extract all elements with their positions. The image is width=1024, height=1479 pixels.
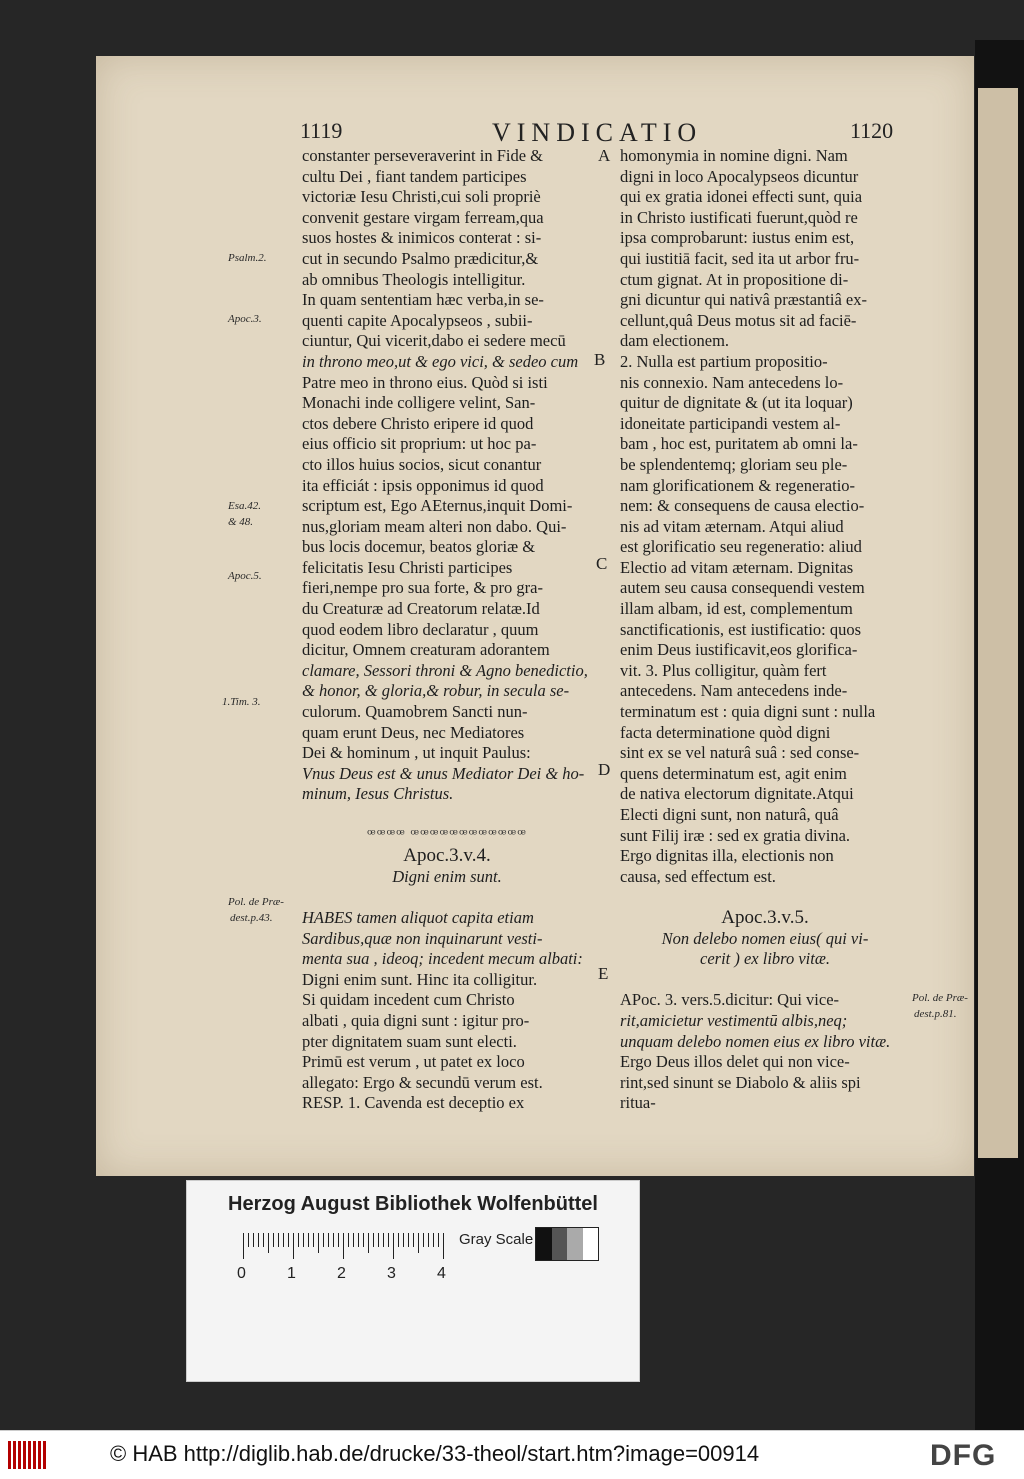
text-line: cellunt,quâ Deus motus sit ad faciē-: [620, 310, 857, 330]
text-line: gni dicuntur qui nativâ præstantiâ ex-: [620, 290, 867, 310]
ruler-tick: [423, 1233, 424, 1247]
ruler-tick: [403, 1233, 404, 1247]
ruler-tick: [428, 1233, 429, 1247]
text-line: ritua-: [620, 1093, 656, 1113]
ruler-tick: [318, 1233, 319, 1253]
text-line: Dei & hominum , ut inquit Paulus:: [302, 743, 531, 763]
text-line: quitur de dignitate & (ut ita loquar): [620, 393, 853, 413]
ruler-tick: [363, 1233, 364, 1247]
text-line: Sardibus,quæ non inquinarunt vesti-: [302, 928, 543, 948]
section-letter: D: [598, 760, 611, 779]
text-line: Electio ad vitam æternam. Dignitas: [620, 557, 854, 577]
text-line: Patre meo in throno eius. Quòd si isti: [302, 372, 548, 392]
text-line: ꟹꟹꟹꟹ ꟹꟹꟹꟹꟹꟹꟹꟹꟹꟹꟹꟹ: [367, 827, 527, 843]
logo-stripe: [13, 1441, 16, 1469]
margin-note: Pol. de Præ-: [228, 896, 284, 908]
ruler-tick: [273, 1233, 274, 1247]
logo-stripe: [28, 1441, 31, 1469]
text-line: rint,sed sinunt se Diabolo & aliis spi: [620, 1072, 861, 1092]
ruler-tick: [358, 1233, 359, 1247]
text-line: fieri,nempe pro sua forte, & pro gra-: [302, 578, 543, 598]
ruler-tick: [378, 1233, 379, 1247]
ruler-tick: [308, 1233, 309, 1247]
margin-note: dest.p.81.: [914, 1008, 957, 1020]
text-line: Si quidam incedent cum Christo: [302, 990, 515, 1010]
text-line: APoc. 3. vers.5.dicitur: Qui vice-: [620, 990, 840, 1010]
text-line: quam erunt Deus, nec Mediatores: [302, 722, 525, 742]
logo-stripe: [33, 1441, 36, 1469]
text-line: quens determinatum est, agit enim: [620, 763, 847, 783]
ruler-tick: [243, 1233, 244, 1259]
text-line: suos hostes & inimicos conterat : si-: [302, 228, 542, 248]
text-line: bam , hoc est, puritatem ab omni la-: [620, 434, 858, 454]
text-line: unquam delebo nomen eius ex libro vitæ.: [620, 1031, 891, 1051]
ruler-tick: [333, 1233, 334, 1247]
ruler-tick: [353, 1233, 354, 1247]
ruler-tick: [368, 1233, 369, 1253]
text-line: Primū est verum , ut patet ex loco: [302, 1052, 525, 1072]
ruler-tick: [438, 1233, 439, 1247]
text-line: cto illos huius socios, sicut conantur: [302, 454, 542, 474]
text-line: autem seu causa consequendi vestem: [620, 578, 865, 598]
text-line: qui iustitiā facit, sed ita ut arbor fru-: [620, 248, 860, 268]
margin-note: Apoc.3.: [228, 313, 262, 325]
text-line: culorum. Quamobrem Sancti nun-: [302, 702, 528, 722]
text-line: [302, 887, 592, 908]
text-line: pter dignitatem suam sunt electi.: [302, 1031, 517, 1051]
margin-note: 1.Tim. 3.: [222, 696, 261, 708]
text-line: sanctificationis, est iustificatio: quos: [620, 619, 862, 639]
ruler-tick: [383, 1233, 384, 1247]
text-line: nus,gloriam meam alteri non dabo. Qui-: [302, 516, 567, 536]
copyright-url[interactable]: © HAB http://diglib.hab.de/drucke/33-theol/start.htm?image=00914: [110, 1441, 760, 1466]
text-line: ipsa comprobarunt: iustus enim est,: [620, 228, 855, 248]
section-letter: B: [594, 350, 606, 369]
ruler-tick: [288, 1233, 289, 1247]
ruler-tick: [398, 1233, 399, 1247]
adjacent-page-edge: [978, 88, 1018, 1158]
text-line: ctum gignat. At in propositione di-: [620, 269, 849, 289]
margin-note: Pol. de Præ-: [912, 992, 968, 1004]
ruler-tick: [278, 1233, 279, 1247]
section-letter: E: [598, 964, 609, 983]
text-line: cultu Dei , fiant tandem participes: [302, 166, 527, 186]
text-line: idoneitate participandi vestem al-: [620, 413, 841, 433]
text-line: & honor, & gloria,& robur, in secula se-: [302, 681, 570, 701]
text-line: [302, 805, 592, 826]
ruler-number: 1: [287, 1265, 296, 1282]
text-line: facta determinatione quòd digni: [620, 722, 831, 742]
ruler-tick: [263, 1233, 264, 1247]
text-line: sint ex se vel naturâ suâ : sed conse-: [620, 743, 860, 763]
scale-ruler: [243, 1233, 443, 1259]
margin-note: Esa.42.: [228, 500, 261, 512]
text-line: cerit ) ex libro vitæ.: [700, 949, 830, 969]
text-line: menta sua , ideoq; incedent mecum albati:: [302, 949, 583, 969]
ruler-number: 2: [337, 1265, 346, 1282]
ruler-numbers: [237, 1265, 457, 1287]
text-line: Digni enim sunt. Hinc ita colligitur.: [302, 969, 538, 989]
margin-note: Apoc.5.: [228, 570, 262, 582]
text-line: Non delebo nomen eius( qui vi-: [661, 928, 869, 948]
text-line: homonymia in nomine digni. Nam: [620, 146, 848, 165]
ruler-tick: [338, 1233, 339, 1247]
text-line: Apoc.3.v.5.: [721, 907, 809, 928]
ruler-tick: [268, 1233, 269, 1253]
text-line: ita efficiát : ipsis opponimus id quod: [302, 475, 544, 495]
logo-stripe: [8, 1441, 11, 1469]
ruler-tick: [348, 1233, 349, 1247]
ruler-tick: [248, 1233, 249, 1247]
right-text-column: [620, 146, 910, 1114]
ruler-number: 4: [437, 1265, 446, 1282]
color-target-card: [186, 1180, 640, 1382]
gray-scale-bar: [535, 1227, 599, 1261]
text-line: constanter perseveraverint in Fide &: [302, 146, 543, 165]
ruler-tick: [293, 1233, 294, 1259]
margin-note: Psalm.2.: [228, 252, 267, 264]
margin-note: & 48.: [228, 516, 254, 528]
text-line: Ergo dignitas illa, electionis non: [620, 846, 834, 866]
text-line: Ergo Deus illos delet qui non vice-: [620, 1052, 850, 1072]
text-line: vit. 3. Plus colligitur, quàm fert: [620, 660, 827, 680]
ruler-tick: [313, 1233, 314, 1247]
text-line: clamare, Sessori throni & Agno benedictio,: [302, 660, 588, 680]
text-line: In quam sententiam hæc verba,in se-: [302, 290, 544, 310]
text-line: allegato: Ergo & secundū verum est.: [302, 1072, 543, 1092]
ruler-tick: [388, 1233, 389, 1247]
text-line: causa, sed effectum est.: [620, 866, 776, 886]
section-letter: A: [598, 146, 611, 165]
ruler-number: 3: [387, 1265, 396, 1282]
text-line: bus locis docemur, beatos gloriæ &: [302, 537, 536, 557]
text-line: nam glorificationem & regeneratio-: [620, 475, 856, 495]
text-line: illam albam, id est, complementum: [620, 599, 853, 619]
hab-logo-icon: [8, 1441, 46, 1469]
text-line: eius officio sit proprium: ut hoc pa-: [302, 434, 537, 454]
text-line: digni in loco Apocalypseos dicuntur: [620, 166, 859, 186]
text-line: ciuntur, Qui vicerit,dabo ei sedere mecū: [302, 331, 566, 351]
text-line: in Christo iustificati fuerunt,quòd re: [620, 207, 858, 227]
ruler-tick: [258, 1233, 259, 1247]
text-line: qui ex gratia idonei effecti sunt, quia: [620, 187, 863, 207]
text-line: nis ad vitam æternam. Atqui aliud: [620, 516, 844, 536]
text-line: scriptum est, Ego AEternus,inquit Domi-: [302, 496, 573, 516]
footer-bar: [0, 1430, 1024, 1479]
text-line: est glorificatio seu regeneratio: aliud: [620, 537, 862, 557]
text-line: be splendentemq; gloriam seu ple-: [620, 454, 848, 474]
ruler-tick: [373, 1233, 374, 1247]
text-line: Digni enim sunt.: [392, 866, 502, 886]
text-line: HABES tamen aliquot capita etiam: [302, 907, 534, 927]
ruler-tick: [343, 1233, 344, 1259]
ruler-tick: [418, 1233, 419, 1253]
text-line: dicitur, Omnem creaturam adorantem: [302, 640, 550, 660]
text-line: RESP. 1. Cavenda est deceptio ex: [302, 1093, 525, 1113]
text-line: albati , quia digni sunt : igitur pro-: [302, 1010, 530, 1030]
text-line: cut in secundo Psalmo prædicitur,&: [302, 248, 539, 268]
text-line: Apoc.3.v.4.: [403, 846, 491, 867]
text-line: nem: & consequens de causa electio-: [620, 496, 865, 516]
ruler-tick: [413, 1233, 414, 1247]
section-letter: C: [596, 554, 608, 573]
ruler-tick: [393, 1233, 394, 1259]
text-line: 2. Nulla est partium propositio-: [620, 351, 828, 371]
ruler-tick: [433, 1233, 434, 1247]
text-line: nis connexio. Nam antecedens lo-: [620, 372, 844, 392]
left-page-number: 1119: [300, 118, 343, 143]
right-page-number: 1120: [850, 118, 894, 143]
text-line: in throno meo,ut & ego vici, & sedeo cum: [302, 351, 579, 371]
library-name: Herzog August Bibliothek Wolfenbüttel: [228, 1193, 598, 1215]
text-line: quenti capite Apocalypseos , subii-: [302, 310, 533, 330]
ruler-tick: [443, 1233, 444, 1259]
running-title: VINDICATIO: [492, 118, 703, 147]
ruler-tick: [328, 1233, 329, 1247]
text-line: enim Deus iustificavit,eos glorifica-: [620, 640, 858, 660]
text-line: minum, Iesus Christus.: [302, 784, 454, 804]
left-text-column: [302, 146, 592, 1114]
logo-stripe: [18, 1441, 21, 1469]
ruler-tick: [303, 1233, 304, 1247]
text-line: sunt Filij iræ : sed ex gratia divina.: [620, 825, 851, 845]
text-line: Electi digni sunt, non naturâ, quâ: [620, 805, 839, 824]
text-line: terminatum est : quia digni sunt : nulla: [620, 702, 876, 722]
logo-stripe: [43, 1441, 46, 1469]
text-line: dam electionem.: [620, 331, 730, 351]
ruler-tick: [408, 1233, 409, 1247]
text-line: Vnus Deus est & unus Mediator Dei & ho-: [302, 763, 585, 783]
ruler-tick: [283, 1233, 284, 1247]
text-line: quod eodem libro declaratur , quum: [302, 619, 539, 639]
text-line: Monachi inde colligere velint, San-: [302, 393, 536, 413]
text-line: convenit gestare virgam ferream,qua: [302, 207, 544, 227]
margin-note: dest.p.43.: [230, 912, 273, 924]
ruler-number: 0: [237, 1265, 246, 1282]
text-line: [620, 970, 910, 991]
text-line: ctos debere Christo eripere id quod: [302, 413, 534, 433]
gray-scale-label: Gray Scale: [459, 1231, 534, 1248]
dfg-logo: DFG: [930, 1439, 997, 1472]
text-line: de nativa electorum dignitate.Atqui: [620, 784, 854, 804]
text-line: du Creaturæ ad Creatorum relatæ.Id: [302, 599, 540, 619]
text-line: [620, 887, 910, 908]
text-line: felicitatis Iesu Christi participes: [302, 557, 513, 577]
text-line: antecedens. Nam antecedens inde-: [620, 681, 848, 701]
ruler-tick: [253, 1233, 254, 1247]
ruler-tick: [298, 1233, 299, 1247]
ruler-tick: [323, 1233, 324, 1247]
logo-stripe: [38, 1441, 41, 1469]
text-line: ab omnibus Theologis intelligitur.: [302, 269, 526, 289]
text-line: victoriæ Iesu Christi,cui soli propriè: [302, 187, 541, 207]
logo-stripe: [23, 1441, 26, 1469]
text-line: rit,amicietur vestimentū albis,neq;: [620, 1010, 848, 1030]
